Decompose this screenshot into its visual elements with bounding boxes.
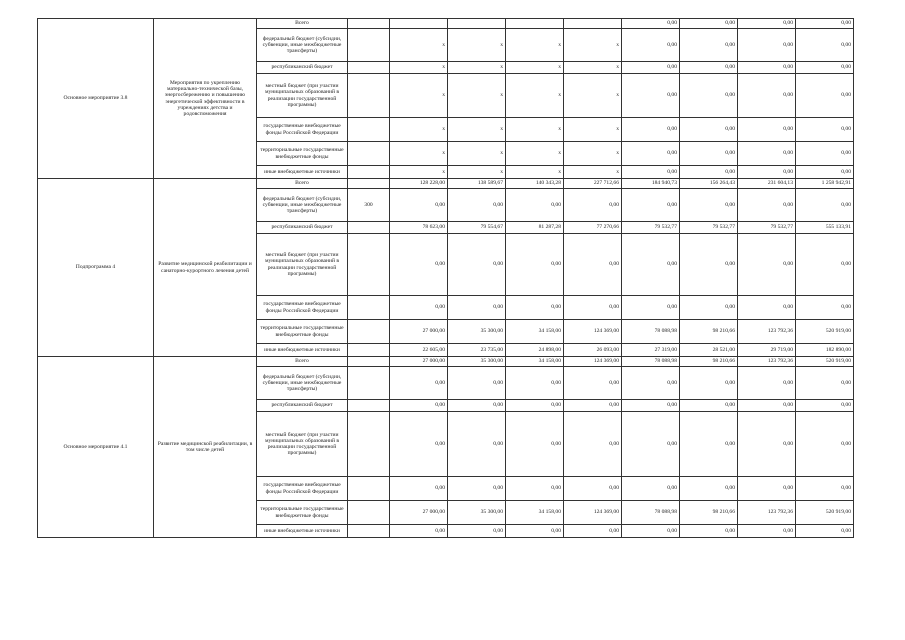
value-cell: 0,00 [796,74,854,118]
funding-source: федеральный бюджет (субсидии, субвенции, иные межбюджетные трансферты) [257,367,348,400]
value-cell: 0,00 [680,166,738,179]
value-cell: 1 258 942,91 [796,179,854,189]
code-cell [348,19,390,29]
value-cell: 0,00 [622,412,680,477]
value-cell: 0,00 [738,166,796,179]
value-cell: 0,00 [622,296,680,320]
program-name: Основное мероприятие 4.1 [38,357,154,538]
code-cell [348,296,390,320]
code-cell [348,357,390,367]
funding-source: государственные внебюджетные фонды Российской Федерации [257,477,348,501]
value-cell: 0,00 [390,296,448,320]
value-cell: x [564,29,622,62]
value-cell: 0,00 [796,400,854,412]
value-cell: 0,00 [796,525,854,538]
value-cell: 0,00 [738,62,796,74]
value-cell: 0,00 [390,477,448,501]
funding-source: государственные внебюджетные фонды Российской Федерации [257,296,348,320]
value-cell: 520 919,00 [796,501,854,525]
code-cell [348,179,390,189]
value-cell: 0,00 [622,477,680,501]
code-cell [348,62,390,74]
value-cell: 0,00 [738,400,796,412]
value-cell: 0,00 [680,367,738,400]
value-cell: x [448,62,506,74]
value-cell: 78 088,98 [622,501,680,525]
value-cell: 35 300,00 [448,357,506,367]
value-cell: 123 792,36 [738,357,796,367]
value-cell: 0,00 [796,296,854,320]
value-cell: 78 088,98 [622,357,680,367]
value-cell: 79 532,77 [680,222,738,234]
code-cell: 300 [348,189,390,222]
value-cell: 0,00 [448,367,506,400]
value-cell: 0,00 [738,412,796,477]
value-cell [390,19,448,29]
value-cell: 0,00 [738,525,796,538]
value-cell: 29 719,00 [738,344,796,357]
value-cell: 0,00 [564,367,622,400]
funding-source: Всего [257,19,348,29]
value-cell: 79 532,77 [738,222,796,234]
value-cell: 123 792,36 [738,501,796,525]
value-cell: 26 093,00 [564,344,622,357]
value-cell: x [506,29,564,62]
value-cell: x [506,62,564,74]
value-cell: 0,00 [796,142,854,166]
value-cell: x [506,74,564,118]
value-cell: 227 712,66 [564,179,622,189]
value-cell: 0,00 [506,296,564,320]
value-cell: 0,00 [448,400,506,412]
funding-source: иные внебюджетные источники [257,166,348,179]
code-cell [348,525,390,538]
value-cell: 78 623,00 [390,222,448,234]
code-cell [348,320,390,344]
funding-source: федеральный бюджет (субсидии, субвенции, иные межбюджетные трансферты) [257,29,348,62]
value-cell: 0,00 [796,477,854,501]
value-cell: 0,00 [506,400,564,412]
value-cell: x [564,166,622,179]
value-cell: 77 270,66 [564,222,622,234]
code-cell [348,29,390,62]
value-cell: x [390,74,448,118]
value-cell: 0,00 [680,74,738,118]
value-cell: 34 158,00 [506,320,564,344]
program-description: Мероприятия по укреплению материально-технической базы, энергосбережению и повышению энергетической эффективности в учреждениях детства и родовспоможения [154,19,257,179]
value-cell: x [448,166,506,179]
value-cell: 0,00 [796,412,854,477]
funding-source: территориальные государственные внебюджетные фонды [257,320,348,344]
value-cell: x [390,118,448,142]
value-cell: 0,00 [796,189,854,222]
value-cell: 27 000,00 [390,320,448,344]
value-cell: 0,00 [796,118,854,142]
value-cell: 28 521,00 [680,344,738,357]
code-cell [348,74,390,118]
value-cell: 0,00 [622,400,680,412]
value-cell: 520 919,00 [796,320,854,344]
value-cell: 128 228,00 [390,179,448,189]
value-cell: 0,00 [680,29,738,62]
funding-source: иные внебюджетные источники [257,525,348,538]
value-cell: 24 898,00 [506,344,564,357]
value-cell: 0,00 [390,525,448,538]
value-cell: 182 890,00 [796,344,854,357]
funding-source: государственные внебюджетные фонды Российской Федерации [257,118,348,142]
value-cell: 0,00 [622,19,680,29]
value-cell: x [564,142,622,166]
program-name: Подпрограмма 4 [38,179,154,357]
value-cell: 0,00 [564,189,622,222]
value-cell: 520 919,00 [796,357,854,367]
value-cell: 0,00 [738,367,796,400]
value-cell: 0,00 [506,525,564,538]
code-cell [348,477,390,501]
value-cell: 35 300,00 [448,501,506,525]
value-cell: 0,00 [564,234,622,296]
value-cell: x [506,142,564,166]
value-cell: 0,00 [738,296,796,320]
value-cell: 0,00 [622,62,680,74]
value-cell: 0,00 [796,62,854,74]
value-cell: 0,00 [448,234,506,296]
code-cell [348,118,390,142]
value-cell: 81 287,28 [506,222,564,234]
value-cell: 0,00 [506,189,564,222]
value-cell: 0,00 [448,477,506,501]
value-cell: 0,00 [448,296,506,320]
code-cell [348,222,390,234]
value-cell: 0,00 [622,189,680,222]
value-cell: 0,00 [622,118,680,142]
value-cell: x [448,74,506,118]
value-cell: 79 532,77 [622,222,680,234]
value-cell: 0,00 [680,142,738,166]
funding-source: местный бюджет (при участии муниципальных образований в реализации государственной программы) [257,412,348,477]
value-cell: 34 158,00 [506,501,564,525]
value-cell: 123 792,36 [738,320,796,344]
value-cell: 0,00 [506,234,564,296]
value-cell: 138 589,67 [448,179,506,189]
value-cell: 231 604,13 [738,179,796,189]
value-cell: 0,00 [564,525,622,538]
funding-source: республиканский бюджет [257,400,348,412]
value-cell: 0,00 [564,400,622,412]
value-cell: 0,00 [738,189,796,222]
value-cell: 555 133,91 [796,222,854,234]
value-cell: 0,00 [738,118,796,142]
value-cell: 0,00 [796,367,854,400]
value-cell: 140 343,28 [506,179,564,189]
value-cell: 78 088,98 [622,320,680,344]
value-cell: 0,00 [622,234,680,296]
value-cell: 0,00 [680,19,738,29]
program-description: Развитие медицинской реабилитации и санаторно-курортного лечения детей [154,179,257,357]
value-cell: 0,00 [564,477,622,501]
value-cell: 184 940,73 [622,179,680,189]
funding-source: республиканский бюджет [257,222,348,234]
value-cell: 0,00 [796,19,854,29]
value-cell: x [564,62,622,74]
value-cell: 0,00 [622,367,680,400]
value-cell: 0,00 [448,525,506,538]
value-cell: x [390,166,448,179]
value-cell: 0,00 [680,400,738,412]
value-cell: 0,00 [680,412,738,477]
funding-source: Всего [257,179,348,189]
value-cell: x [390,29,448,62]
value-cell: 0,00 [622,29,680,62]
funding-source: местный бюджет (при участии муниципальных образований в реализации государственной программы) [257,74,348,118]
value-cell [448,19,506,29]
funding-source: местный бюджет (при участии муниципальных образований в реализации государственной программы) [257,234,348,296]
value-cell: 0,00 [680,477,738,501]
value-cell: 0,00 [738,234,796,296]
table-row [38,19,854,29]
value-cell: 98 210,66 [680,501,738,525]
value-cell: 0,00 [390,234,448,296]
value-cell: 0,00 [390,400,448,412]
value-cell: 0,00 [680,118,738,142]
value-cell: 79 554,67 [448,222,506,234]
code-cell [348,166,390,179]
value-cell: 0,00 [796,29,854,62]
value-cell: 22 605,00 [390,344,448,357]
value-cell: 0,00 [506,412,564,477]
value-cell: 0,00 [680,234,738,296]
value-cell: 0,00 [564,412,622,477]
code-cell [348,367,390,400]
value-cell: 27 000,00 [390,357,448,367]
value-cell: 0,00 [622,142,680,166]
program-description: Развитие медицинской реабилитации, в том числе детей [154,357,257,538]
value-cell: x [448,118,506,142]
value-cell: 0,00 [622,166,680,179]
value-cell: 27 000,00 [390,501,448,525]
value-cell: 0,00 [796,234,854,296]
value-cell: 0,00 [738,142,796,166]
value-cell: 0,00 [564,296,622,320]
value-cell: 0,00 [506,477,564,501]
value-cell: 124 369,00 [564,357,622,367]
value-cell: x [564,74,622,118]
code-cell [348,234,390,296]
value-cell: 0,00 [738,74,796,118]
value-cell: x [506,166,564,179]
value-cell: 0,00 [390,367,448,400]
value-cell: 34 158,00 [506,357,564,367]
funding-source: территориальные государственные внебюджетные фонды [257,142,348,166]
funding-source: территориальные государственные внебюджетные фонды [257,501,348,525]
value-cell: 0,00 [680,296,738,320]
value-cell: 23 735,00 [448,344,506,357]
funding-source: иные внебюджетные источники [257,344,348,357]
value-cell: x [390,62,448,74]
value-cell: 0,00 [738,29,796,62]
value-cell: x [390,142,448,166]
value-cell: 124 369,00 [564,501,622,525]
value-cell: 35 300,00 [448,320,506,344]
value-cell: 98 210,66 [680,320,738,344]
table-row [38,179,854,189]
value-cell: 0,00 [680,62,738,74]
funding-source: Всего [257,357,348,367]
value-cell: 0,00 [390,412,448,477]
value-cell: x [506,118,564,142]
value-cell: 0,00 [390,189,448,222]
value-cell: 0,00 [622,74,680,118]
value-cell: 0,00 [738,477,796,501]
value-cell [564,19,622,29]
value-cell: 0,00 [448,412,506,477]
value-cell: 156 264,43 [680,179,738,189]
value-cell: x [448,142,506,166]
code-cell [348,412,390,477]
table-body [38,19,854,538]
funding-source: республиканский бюджет [257,62,348,74]
value-cell: 27 319,00 [622,344,680,357]
value-cell: 98 210,66 [680,357,738,367]
value-cell [506,19,564,29]
value-cell: 0,00 [448,189,506,222]
value-cell: 0,00 [796,166,854,179]
value-cell: 0,00 [680,189,738,222]
value-cell: 124 369,00 [564,320,622,344]
value-cell: 0,00 [680,525,738,538]
value-cell: x [448,29,506,62]
value-cell: 0,00 [738,19,796,29]
code-cell [348,142,390,166]
table-row [38,357,854,367]
value-cell: 0,00 [622,525,680,538]
code-cell [348,400,390,412]
code-cell [348,501,390,525]
code-cell [348,344,390,357]
budget-table [37,18,854,538]
value-cell: x [564,118,622,142]
program-name: Основное мероприятие 3.8 [38,19,154,179]
funding-source: федеральный бюджет (субсидии, субвенции, иные межбюджетные трансферты) [257,189,348,222]
value-cell: 0,00 [506,367,564,400]
